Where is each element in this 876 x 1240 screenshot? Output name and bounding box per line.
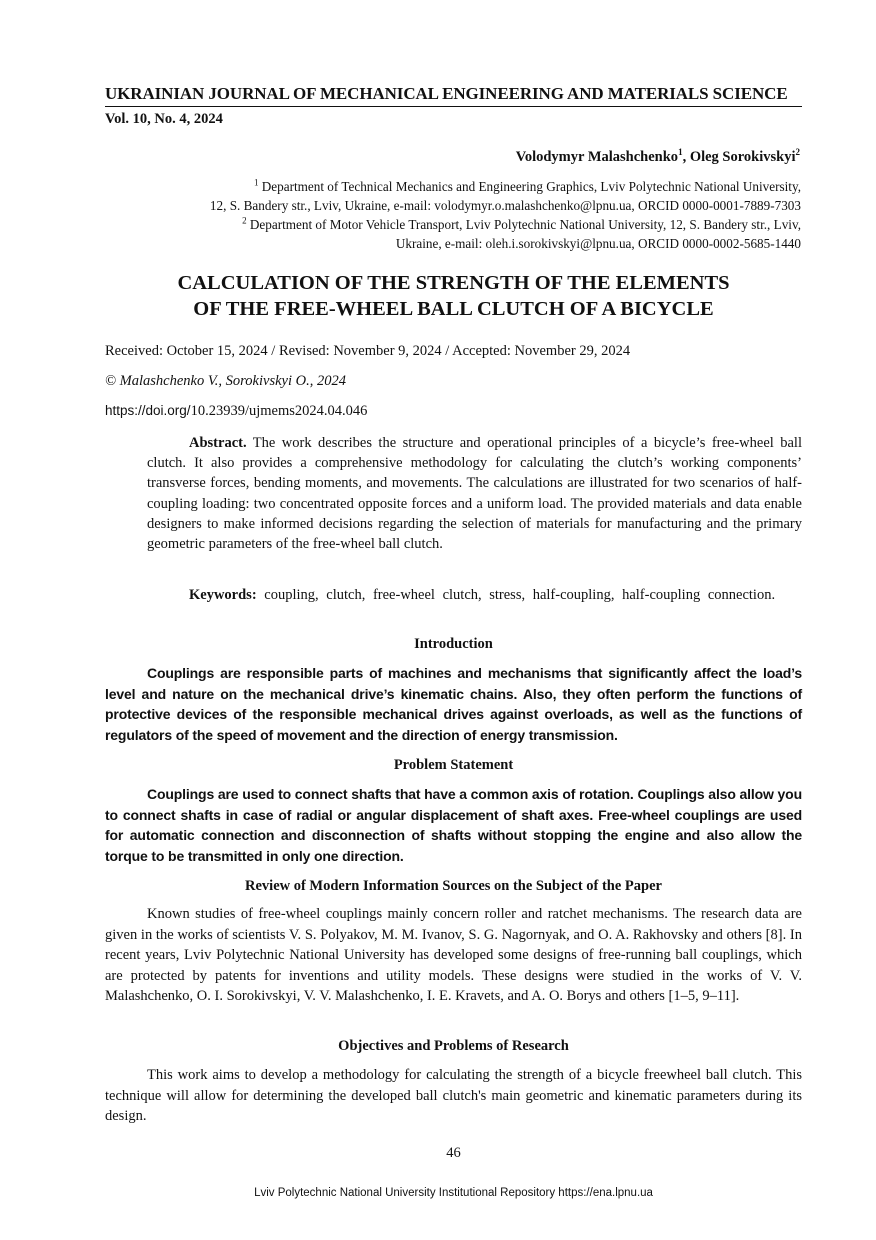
section-heading-objectives: Objectives and Problems of Research — [338, 1038, 569, 1054]
section-heading-review: Review of Modern Information Sources on the Subject of the Paper — [245, 878, 662, 894]
submission-dates: Received: October 15, 2024 / Revised: November 9, 2024 / Accepted: November 29, 2024 — [105, 343, 631, 359]
affiliation-line: 12, S. Bandery str., Lviv, Ukraine, e-mail: volodymyr.o.malashchenko@lpnu.ua, ORCID 0000-0001-7889-7303 — [209, 198, 801, 213]
keywords-text: coupling, clutch, free-wheel clutch, stress, half-coupling, half-coupling connection. — [256, 587, 776, 603]
objectives-paragraph: This work aims to develop a methodology for calculating the strength of a bicycle freewheel ball clutch. This technique will allow for determining the developed ball clutch's main geometric and kinematic parameters during its design. — [105, 1067, 802, 1125]
author-line — [516, 149, 800, 166]
repository-footer: Lviv Polytechnic National University Institutional Repository https://ena.lpnu.ua — [254, 1187, 653, 1199]
abstract — [147, 433, 802, 554]
volume-info: Vol. 10, No. 4, 2024 — [105, 111, 223, 127]
doi-prefix: https://doi.org/ — [105, 403, 191, 418]
affiliation-marker: 2 — [242, 215, 247, 226]
copyright: © Malashchenko V., Sorokivskyi O., 2024 — [105, 373, 346, 389]
abstract-text: The work describes the structure and operational principles of a bicycle’s free-wheel ball clutch. It also provides a comprehensive methodology for calculating the clutch’s working components’ transverse forces, bending moments, and movements. The calculations are illustrated for two scenarios of half-coupling loading: two concentrated opposite forces and a uniform load. The provided materials and data enable designers to make informed decisions regarding the selection of materials for manufacturing and the primary geometric parameters of the free-wheel ball clutch. — [147, 435, 802, 553]
affiliation-text: Department of Technical Mechanics and Engineering Graphics, Lviv Polytechnic National University, — [261, 179, 801, 194]
journal-title: UKRAINIAN JOURNAL OF MECHANICAL ENGINEERING AND MATERIALS SCIENCE — [105, 84, 788, 103]
affiliation-line: Ukraine, e-mail: oleh.i.sorokivskyi@lpnu.ua, ORCID 0000-0002-5685-1440 — [395, 236, 801, 251]
author-separator: , — [682, 149, 690, 165]
affiliation-marker: 1 — [253, 177, 259, 188]
affiliation-marker: 1 — [678, 147, 683, 158]
page-number: 46 — [446, 1145, 461, 1161]
introduction-paragraph: Couplings are responsible parts of machines and mechanisms that significantly affect the load’s level and nature on the mechanical drive’s kinematic chains. Also, they often perform the functions of protective devices of the responsible mechanical drives against overloads, as well as the functions of regulators of the speed of movement and the direction of energy transmission. — [105, 665, 802, 743]
paper-title — [105, 270, 802, 322]
header-rule — [105, 106, 802, 107]
review-paragraph: Known studies of free-wheel couplings mainly concern roller and ratchet mechanisms. The research data are given in the works of scientists V. S. Polyakov, M. M. Ivanov, S. G. Nagornyak, and O. A. Rakhovsky and others [8]. In recent years, Lviv Polytechnic National University has developed some designs of free-running ball couplings, which are protected by patents for inventions and utility models. These designs were studied in the works of V. V. Malashchenko, O. I. Sorokivskyi, V. V. Malashchenko, I. E. Kravets, and A. O. Borys and others [1–5, 9–11]. — [105, 906, 802, 1005]
author-name: Oleg Sorokivskyi — [689, 149, 796, 165]
doi-link[interactable] — [105, 403, 367, 420]
author-name: Volodymyr Malashchenko — [515, 149, 679, 165]
affiliations — [101, 177, 801, 253]
affiliation-text: Department of Motor Vehicle Transport, Lviv Polytechnic National University, 12, S. Bandery str., Lviv, — [249, 217, 801, 232]
affiliation-line — [101, 177, 801, 196]
section-heading-introduction: Introduction — [414, 636, 493, 652]
doi-id: 10.23939/ujmems2024.04.046 — [190, 403, 368, 419]
keywords-label: Keywords: — [189, 587, 257, 603]
affiliation-marker: 2 — [795, 147, 800, 158]
title-line: CALCULATION OF THE STRENGTH OF THE ELEMENTS — [177, 272, 730, 294]
affiliation-line — [101, 215, 801, 234]
problem-paragraph: Couplings are used to connect shafts that have a common axis of rotation. Couplings also allow you to connect shafts in case of radial or angular displacement of shaft axes. Free-wheel couplings are used for automatic connection and disconnection of shafts without stopping the engine and also allow the torque to be transmitted in only one direction. — [105, 786, 802, 864]
keywords — [147, 585, 802, 605]
title-line: OF THE FREE-WHEEL BALL CLUTCH OF A BICYCLE — [193, 298, 714, 320]
abstract-label: Abstract. — [189, 435, 247, 451]
section-heading-problem: Problem Statement — [393, 757, 514, 773]
